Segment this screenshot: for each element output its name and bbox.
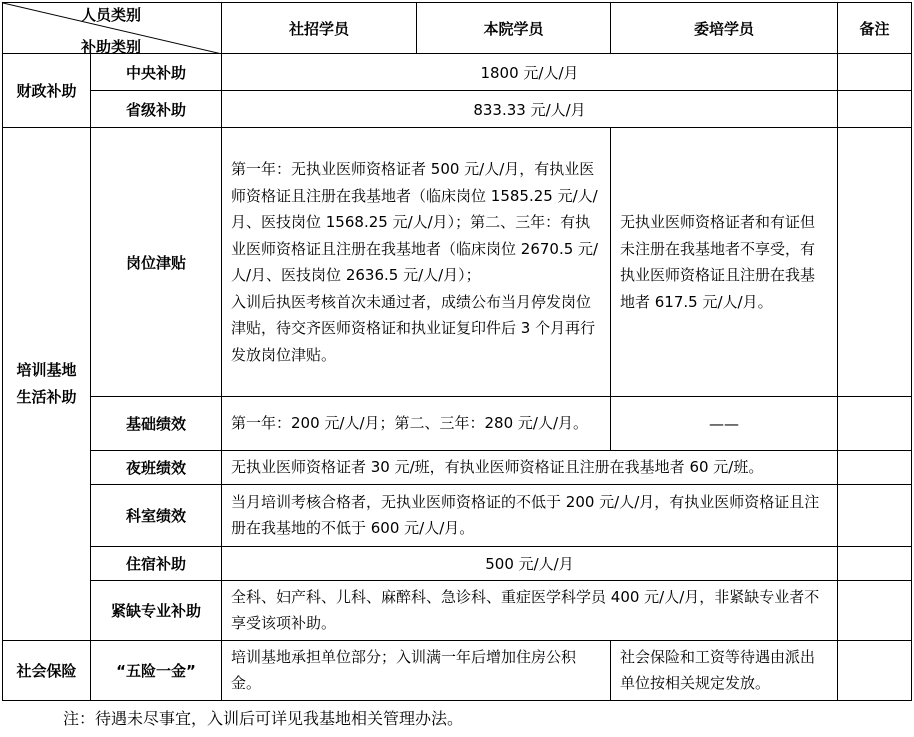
table-row [3,128,912,397]
label-dept: 科室绩效 [91,484,222,546]
label-housing: 住宿补助 [91,546,222,580]
label-provincial: 省级补助 [91,91,222,128]
table-row [3,91,912,128]
footnote: 注：待遇未尽事宜，入训后可详见我基地相关管理办法。 [63,709,464,728]
col-header-benyuan: 本院学员 [417,3,611,54]
label-central: 中央补助 [91,54,222,91]
text-shortage: 全科、妇产科、儿科、麻醉科、急诊科、重症医学科学员 400 元/人/月，非紧缺专业者不享受该项补助。 [222,580,838,640]
group-insurance: 社会保险 [3,640,91,700]
table-row [3,484,912,546]
text-night: 无执业医师资格证者 30 元/班，有执业医师资格证且注册在我基地者 60 元/班。 [222,451,838,485]
remark-cell [838,451,912,485]
value-central: 1800 元/人/月 [222,54,838,91]
label-post: 岗位津贴 [91,128,222,397]
text-insurance: 培训基地承担单位部分；入训满一年后增加住房公积金。 [222,640,611,700]
subsidy-table [2,2,912,701]
header-row [3,3,912,54]
value-provincial: 833.33 元/人/月 [222,91,838,128]
remark-cell [838,580,912,640]
label-basic: 基础绩效 [91,397,222,451]
table-row [3,451,912,485]
table-row [3,580,912,640]
remark-cell [838,397,912,451]
text-basic-weipei: —— [611,397,838,451]
remark-cell [838,54,912,91]
remark-cell [838,128,912,397]
text-insurance-weipei: 社会保险和工资等待遇由派出单位按相关规定发放。 [611,640,838,700]
remark-cell [838,484,912,546]
col-header-remark: 备注 [838,3,912,54]
table-row [3,54,912,91]
group-fiscal: 财政补助 [3,54,91,128]
table-row [3,640,912,700]
label-night: 夜班绩效 [91,451,222,485]
text-post: 第一年：无执业医师资格证者 500 元/人/月，有执业医师资格证且注册在我基地者（临床岗位 1585.25 元/人/月、医技岗位 1568.25 元/人/月）；第二、三年：有执业医师资格证且注册在我基地者（临床岗位 2670.5 元/人/月、医技岗位 2636.5 元/人/月）； 入训后执医考核首次未通过者，成绩公布当月停发岗位津贴，待交齐医师资格证和执业证复印件后 3 个月再行发放岗位津贴。 [222,128,611,397]
group-training: 培训基地 生活补助 [3,128,91,641]
value-housing: 500 元/人/月 [222,546,838,580]
table-row [3,397,912,451]
remark-cell [838,640,912,700]
text-dept: 当月培训考核合格者，无执业医师资格证的不低于 200 元/人/月，有执业医师资格证且注册在我基地的不低于 600 元/人/月。 [222,484,838,546]
label-insurance: “五险一金” [91,640,222,700]
corner-bottom-label: 补助类别 [81,38,142,56]
text-post-weipei: 无执业医师资格证者和有证但未注册在我基地者不享受，有执业医师资格证且注册在我基地者 617.5 元/人/月。 [611,128,838,397]
remark-cell [838,91,912,128]
col-header-shezhao: 社招学员 [222,3,417,54]
text-basic: 第一年：200 元/人/月；第二、三年：280 元/人/月。 [222,397,611,451]
remark-cell [838,546,912,580]
col-header-weipei: 委培学员 [611,3,838,54]
table-row [3,546,912,580]
corner-top-label: 人员类别 [81,6,142,24]
label-shortage: 紧缺专业补助 [91,580,222,640]
corner-header-cell [3,3,222,54]
